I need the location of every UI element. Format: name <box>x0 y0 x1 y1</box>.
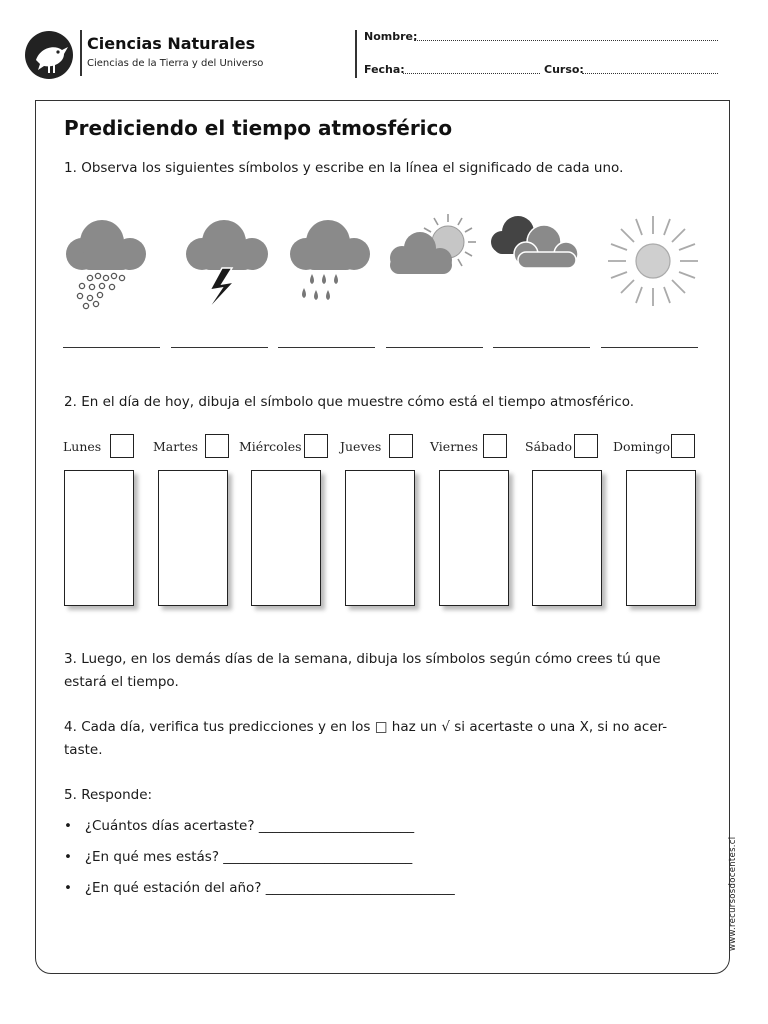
check-box-domingo[interactable] <box>671 434 695 458</box>
question-5-number: 5. <box>64 787 77 803</box>
question-4-text: Cada día, verifica tus predicciones y en los □ haz un √ si acertaste o una X, si no acer-taste. <box>64 719 668 758</box>
day-label-viernes: Viernes <box>430 439 479 454</box>
check-box-miercoles[interactable] <box>304 434 328 458</box>
draw-box-sabado[interactable] <box>532 470 602 606</box>
question-2 <box>64 394 634 410</box>
page-title: Prediciendo el tiempo atmosférico <box>64 116 453 140</box>
answer-line-5[interactable] <box>493 347 590 348</box>
check-box-lunes[interactable] <box>110 434 134 458</box>
header-divider <box>355 30 357 78</box>
name-field[interactable] <box>414 28 718 41</box>
bullet-text-1[interactable]: ¿Cuántos días acertaste? _______________________ <box>84 818 415 834</box>
check-box-sabado[interactable] <box>574 434 598 458</box>
partly-sunny-icon <box>382 212 482 292</box>
name-label: Nombre: <box>364 30 418 43</box>
bullet-dot: • <box>64 880 85 896</box>
overcast-clouds-icon <box>488 212 588 282</box>
check-box-viernes[interactable] <box>483 434 507 458</box>
day-label-domingo: Domingo <box>613 439 670 454</box>
answer-line-6[interactable] <box>601 347 698 348</box>
bullet-text-3[interactable]: ¿En qué estación del año? ____________________________ <box>84 880 455 896</box>
logo-divider <box>80 30 82 76</box>
draw-box-miercoles[interactable] <box>251 470 321 606</box>
bullet-dot: • <box>64 818 85 834</box>
draw-box-jueves[interactable] <box>345 470 415 606</box>
check-box-jueves[interactable] <box>389 434 413 458</box>
course-field[interactable] <box>582 61 718 74</box>
list-item <box>64 818 414 834</box>
question-4-number: 4. <box>64 719 77 735</box>
day-label-sabado: Sábado <box>525 439 572 454</box>
hail-cloud-icon <box>60 212 160 312</box>
day-label-jueves: Jueves <box>340 439 382 454</box>
bird-logo-icon <box>24 30 74 80</box>
course-label: Curso: <box>544 63 584 76</box>
question-1 <box>64 160 623 176</box>
draw-box-martes[interactable] <box>158 470 228 606</box>
subject-title: Ciencias Naturales <box>87 34 256 53</box>
question-2-text: En el día de hoy, dibuja el símbolo que muestre cómo está el tiempo atmosférico. <box>81 394 635 410</box>
list-item <box>64 849 412 865</box>
date-field[interactable] <box>403 61 540 74</box>
question-5-label: Responde: <box>81 787 153 803</box>
answer-line-3[interactable] <box>278 347 375 348</box>
storm-cloud-icon <box>178 212 278 316</box>
draw-box-viernes[interactable] <box>439 470 509 606</box>
day-label-miercoles: Miércoles <box>239 439 302 454</box>
answer-line-1[interactable] <box>63 347 160 348</box>
list-item <box>64 880 455 896</box>
sun-icon <box>606 214 700 308</box>
question-1-number: 1. <box>64 160 77 176</box>
day-label-lunes: Lunes <box>63 439 102 454</box>
question-3-number: 3. <box>64 651 77 667</box>
bullet-text-2[interactable]: ¿En qué mes estás? ____________________________ <box>84 849 413 865</box>
question-3-text: Luego, en los demás días de la semana, dibuja los símbolos según cómo crees tú que estará el tiempo. <box>64 651 661 690</box>
check-box-martes[interactable] <box>205 434 229 458</box>
rain-cloud-icon <box>282 212 382 312</box>
question-5 <box>64 787 152 803</box>
watermark: www.recursosdocentes.cl <box>728 836 738 951</box>
question-2-number: 2. <box>64 394 77 410</box>
date-label: Fecha: <box>364 63 405 76</box>
answer-line-4[interactable] <box>386 347 483 348</box>
question-3 <box>64 648 704 694</box>
draw-box-domingo[interactable] <box>626 470 696 606</box>
answer-line-2[interactable] <box>171 347 268 348</box>
question-1-text: Observa los siguientes símbolos y escribe en la línea el significado de cada uno. <box>81 160 624 176</box>
draw-box-lunes[interactable] <box>64 470 134 606</box>
bullet-dot: • <box>64 849 85 865</box>
question-4 <box>64 716 704 762</box>
subject-subtitle: Ciencias de la Tierra y del Universo <box>87 58 264 69</box>
day-label-martes: Martes <box>153 439 199 454</box>
